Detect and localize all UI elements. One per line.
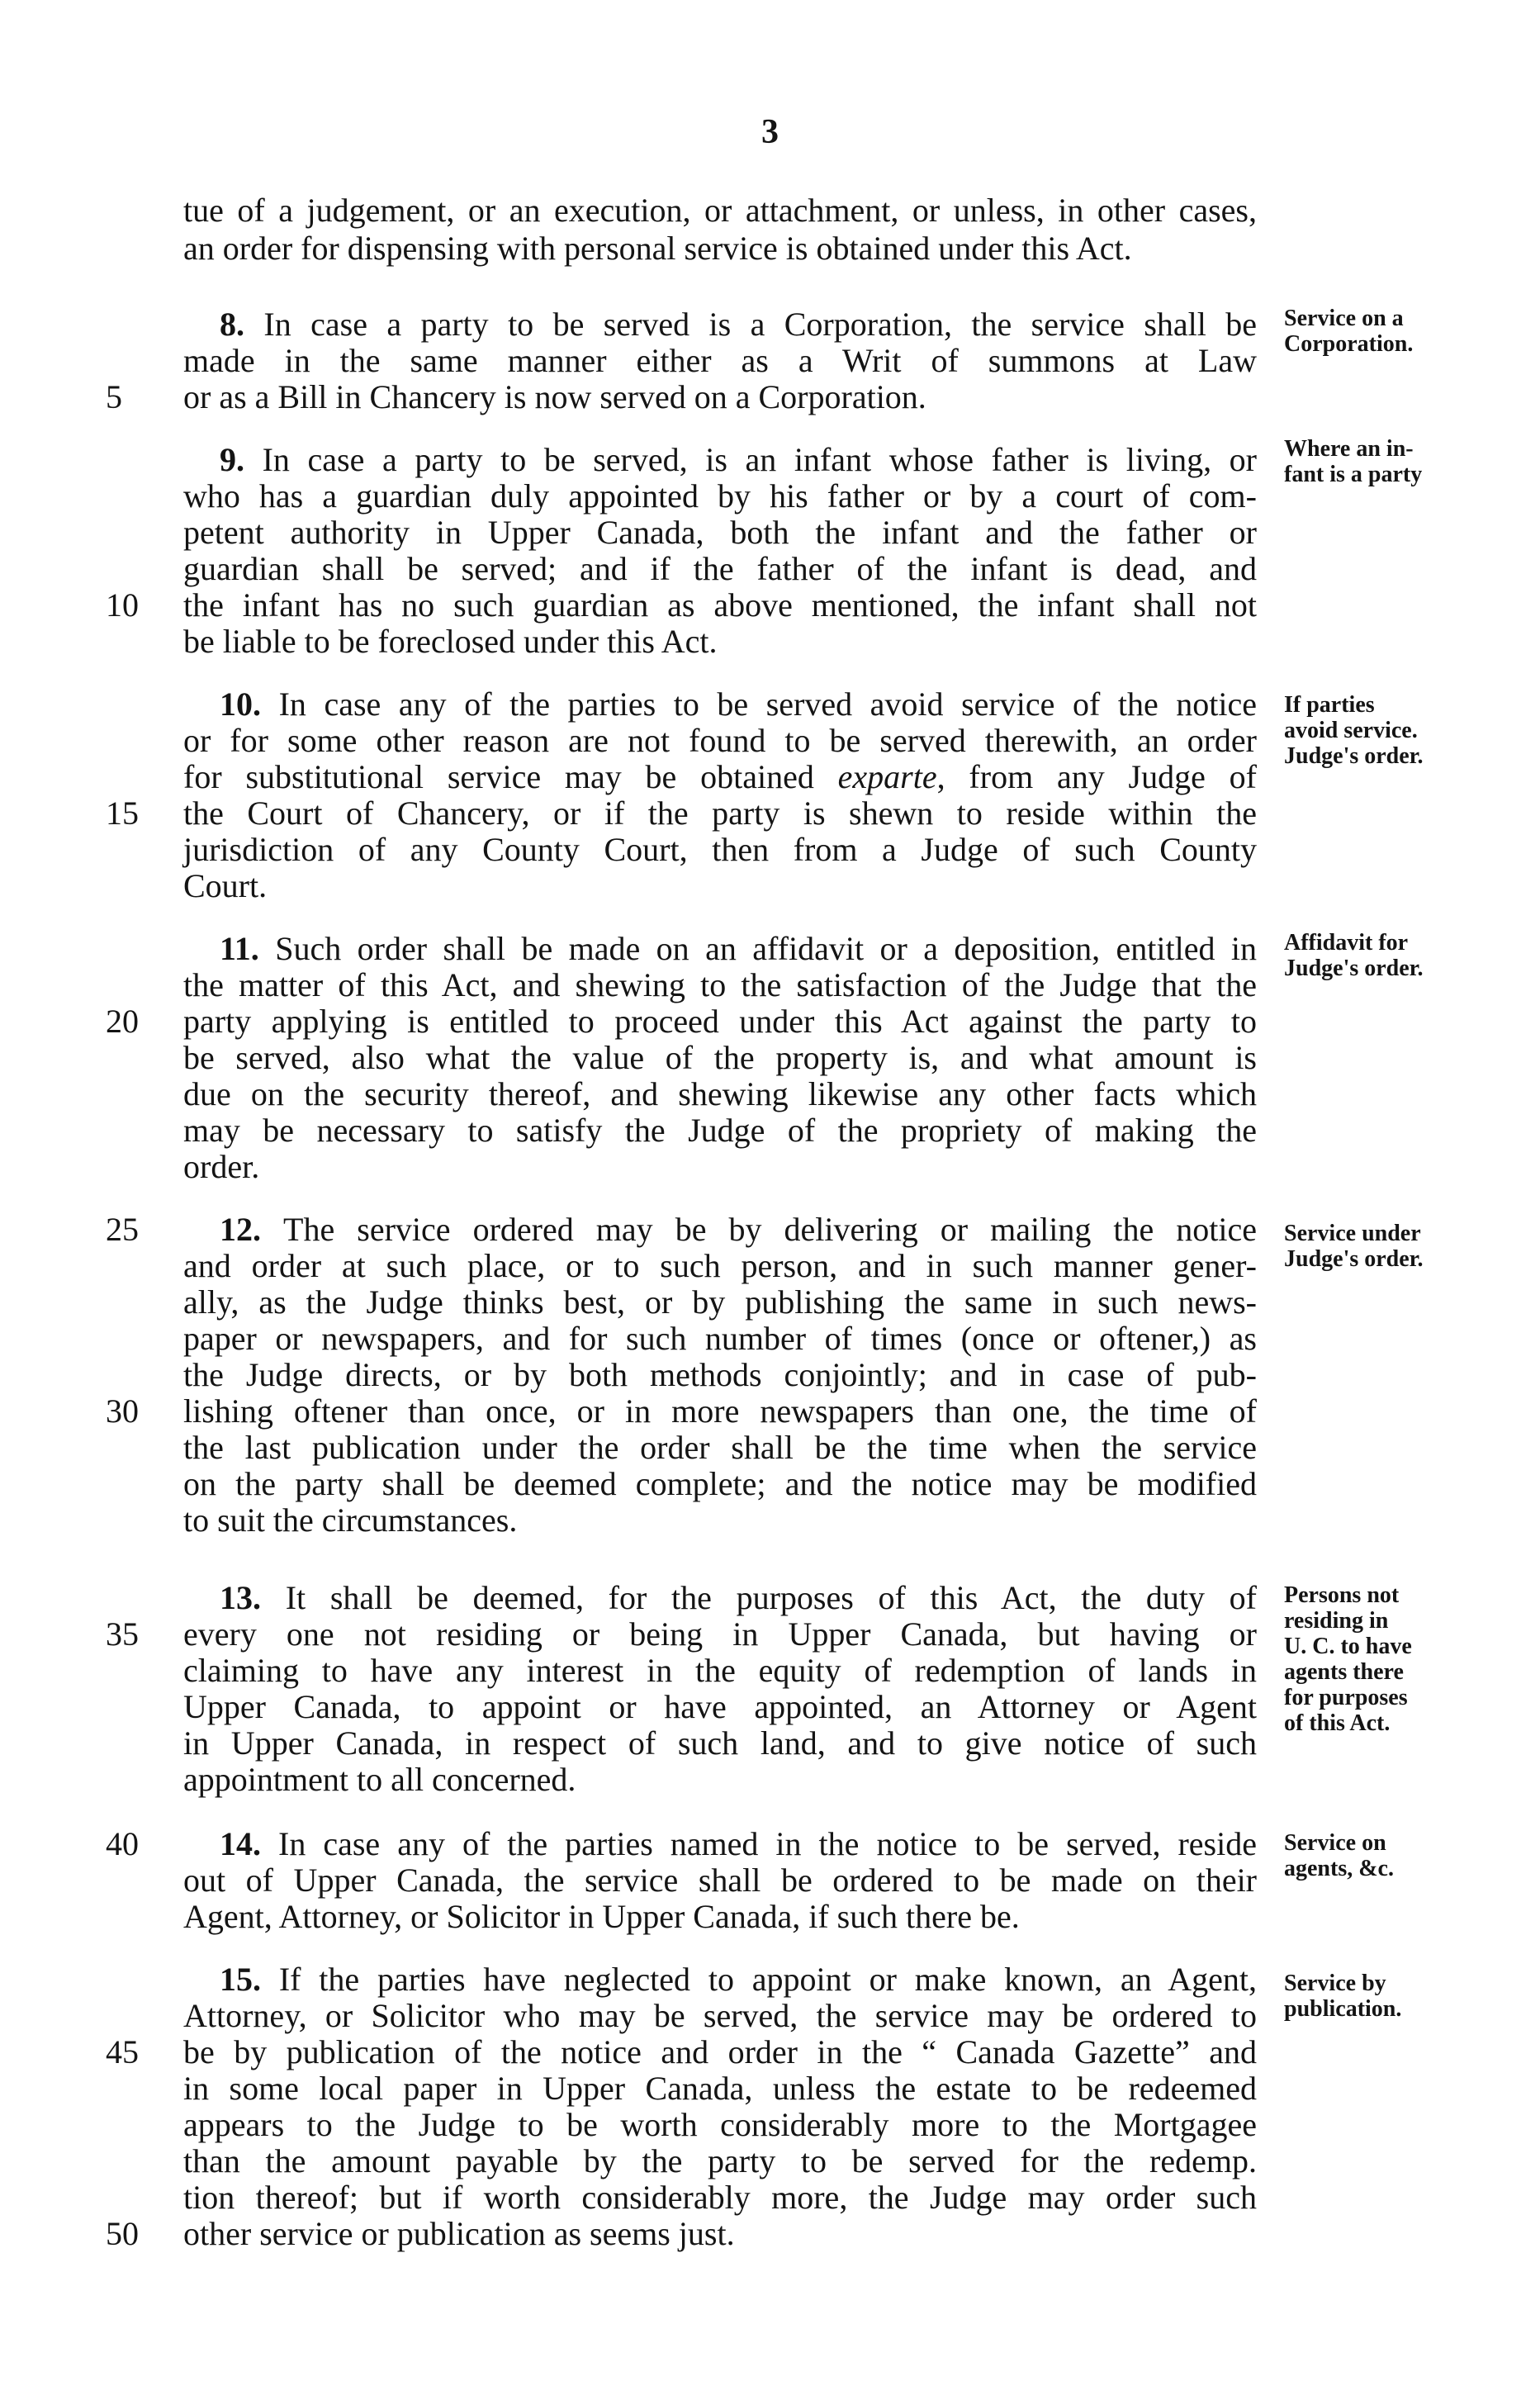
section-number: 12. (220, 1211, 261, 1248)
section-11-line: party applying is entitled to proceed under this Act against the party to (183, 1003, 1257, 1040)
line-number: 45 (106, 2033, 139, 2070)
section-12-line: the Judge directs, or by both methods conjointly; and in case of pub- (183, 1356, 1257, 1393)
line-number: 5 (106, 378, 122, 415)
line-number: 15 (106, 794, 139, 832)
section-10-line: or for some other reason are not found to be served therewith, an order (183, 722, 1257, 759)
section-12-line: to suit the circumstances. (183, 1501, 518, 1539)
section-15-line: appears to the Judge to be worth considerably more to the Mortgagee (183, 2106, 1257, 2143)
marginal-note: Persons not residing in U. C. to have agents there for purposes of this Act. (1284, 1582, 1412, 1736)
section-15-line: Attorney, or Solicitor who may be served, the service may be ordered to (183, 1997, 1257, 2034)
section-13-line: Upper Canada, to appoint or have appointed, an Attorney or Agent (183, 1688, 1257, 1725)
section-11-line: due on the security thereof, and shewing likewise any other facts which (183, 1075, 1257, 1112)
section-9-line: petent authority in Upper Canada, both the infant and the father or (183, 514, 1257, 551)
section-11-line: order. (183, 1148, 260, 1185)
section-13-line: in Upper Canada, in respect of such land, and to give notice of such (183, 1724, 1257, 1762)
marginal-note: Where an in- fant is a party (1284, 436, 1423, 487)
section-number: 9. (220, 441, 244, 478)
section-14-line: out of Upper Canada, the service shall be ordered to be made on their (183, 1862, 1257, 1899)
section-8-line: 8. In case a party to be served is a Corporation, the service shall be (220, 306, 1258, 343)
section-12-line: ally, as the Judge thinks best, or by publishing the same in such news- (183, 1283, 1257, 1321)
section-number: 15. (220, 1961, 261, 1998)
line-number: 30 (106, 1392, 139, 1430)
line-number: 10 (106, 586, 139, 624)
section-8-line: made in the same manner either as a Writ of summons at Law (183, 342, 1257, 379)
section-9-line: be liable to be foreclosed under this Act. (183, 623, 718, 660)
page-number: 3 (761, 113, 779, 151)
section-8-line: or as a Bill in Chancery is now served on a Corporation. (183, 378, 926, 415)
section-12-line: 12. The service ordered may be by delivering or mailing the notice (220, 1211, 1258, 1248)
section-9-line: guardian shall be served; and if the father of the infant is dead, and (183, 550, 1257, 587)
line-number: 25 (106, 1211, 139, 1248)
section-14-line: 14. In case any of the parties named in the notice to be served, reside (220, 1825, 1257, 1862)
section-number: 10. (220, 685, 261, 723)
section-9-line: the infant has no such guardian as above mentioned, the infant shall not (183, 586, 1257, 624)
section-15-line: other service or publication as seems just. (183, 2215, 735, 2252)
section-11-line: 11. Such order shall be made on an affidavit or a deposition, entitled in (220, 930, 1257, 967)
section-number: 8. (220, 306, 244, 343)
section-11-line: the matter of this Act, and shewing to the satisfaction of the Judge that the (183, 966, 1257, 1003)
section-12-line: the last publication under the order shall be the time when the service (183, 1429, 1257, 1466)
section-10-line: for substitutional service may be obtained exparte, from any Judge of (183, 758, 1257, 795)
marginal-note: Service on a Corporation. (1284, 306, 1414, 357)
section-11-line: may be necessary to satisfy the Judge of the propriety of making the (183, 1112, 1257, 1149)
marginal-note: Service by publication. (1284, 1971, 1402, 2022)
marginal-note: If parties avoid service. Judge's order. (1284, 692, 1424, 769)
section-13-line: claiming to have any interest in the equity of redemption of lands in (183, 1652, 1257, 1689)
continuation-line: an order for dispensing with personal service is obtained under this Act. (183, 230, 1132, 267)
section-12-line: paper or newspapers, and for such number of times (once or oftener,) as (183, 1320, 1257, 1357)
section-12-line: lishing oftener than once, or in more newspapers than one, the time of (183, 1392, 1257, 1430)
section-10-line: jurisdiction of any County Court, then from a Judge of such County (183, 831, 1257, 868)
section-13-line: every one not residing or being in Upper Canada, but having or (183, 1615, 1257, 1653)
section-12-line: and order at such place, or to such person, and in such manner gener- (183, 1247, 1257, 1284)
section-15-line: tion thereof; but if worth considerably more, the Judge may order such (183, 2179, 1257, 2216)
section-9-line: 9. In case a party to be served, is an infant whose father is living, or (220, 441, 1257, 478)
marginal-note: Service under Judge's order. (1284, 1221, 1424, 1272)
section-15-line: be by publication of the notice and order in the “ Canada Gazette” and (183, 2033, 1257, 2070)
marginal-note: Affidavit for Judge's order. (1284, 930, 1424, 981)
section-10-line: Court. (183, 867, 268, 904)
section-13-line: appointment to all concerned. (183, 1761, 576, 1798)
section-15-line: in some local paper in Upper Canada, unless the estate to be redeemed (183, 2070, 1257, 2107)
section-10-line: 10. In case any of the parties to be served avoid service of the notice (220, 685, 1258, 723)
line-number: 40 (106, 1825, 139, 1862)
marginal-note: Service on agents, &c. (1284, 1830, 1394, 1881)
section-15-line: 15. If the parties have neglected to appoint or make known, an Agent, (220, 1961, 1257, 1998)
section-11-line: be served, also what the value of the property is, and what amount is (183, 1039, 1257, 1076)
section-14-line: Agent, Attorney, or Solicitor in Upper Canada, if such there be. (183, 1898, 1020, 1935)
section-number: 11. (220, 930, 259, 967)
section-12-line: on the party shall be deemed complete; and the notice may be modified (183, 1465, 1257, 1502)
section-9-line: who has a guardian duly appointed by his father or by a court of com- (183, 477, 1257, 515)
section-13-line: 13. It shall be deemed, for the purposes of this Act, the duty of (220, 1579, 1257, 1616)
continuation-line: tue of a judgement, or an execution, or attachment, or unless, in other cases, (183, 192, 1257, 229)
line-number: 20 (106, 1003, 139, 1040)
section-number: 14. (220, 1825, 261, 1862)
line-number: 50 (106, 2215, 139, 2252)
line-number: 35 (106, 1615, 139, 1653)
section-number: 13. (220, 1579, 261, 1616)
section-15-line: than the amount payable by the party to be served for the redemp. (183, 2142, 1257, 2179)
section-10-line: the Court of Chancery, or if the party is shewn to reside within the (183, 794, 1257, 832)
